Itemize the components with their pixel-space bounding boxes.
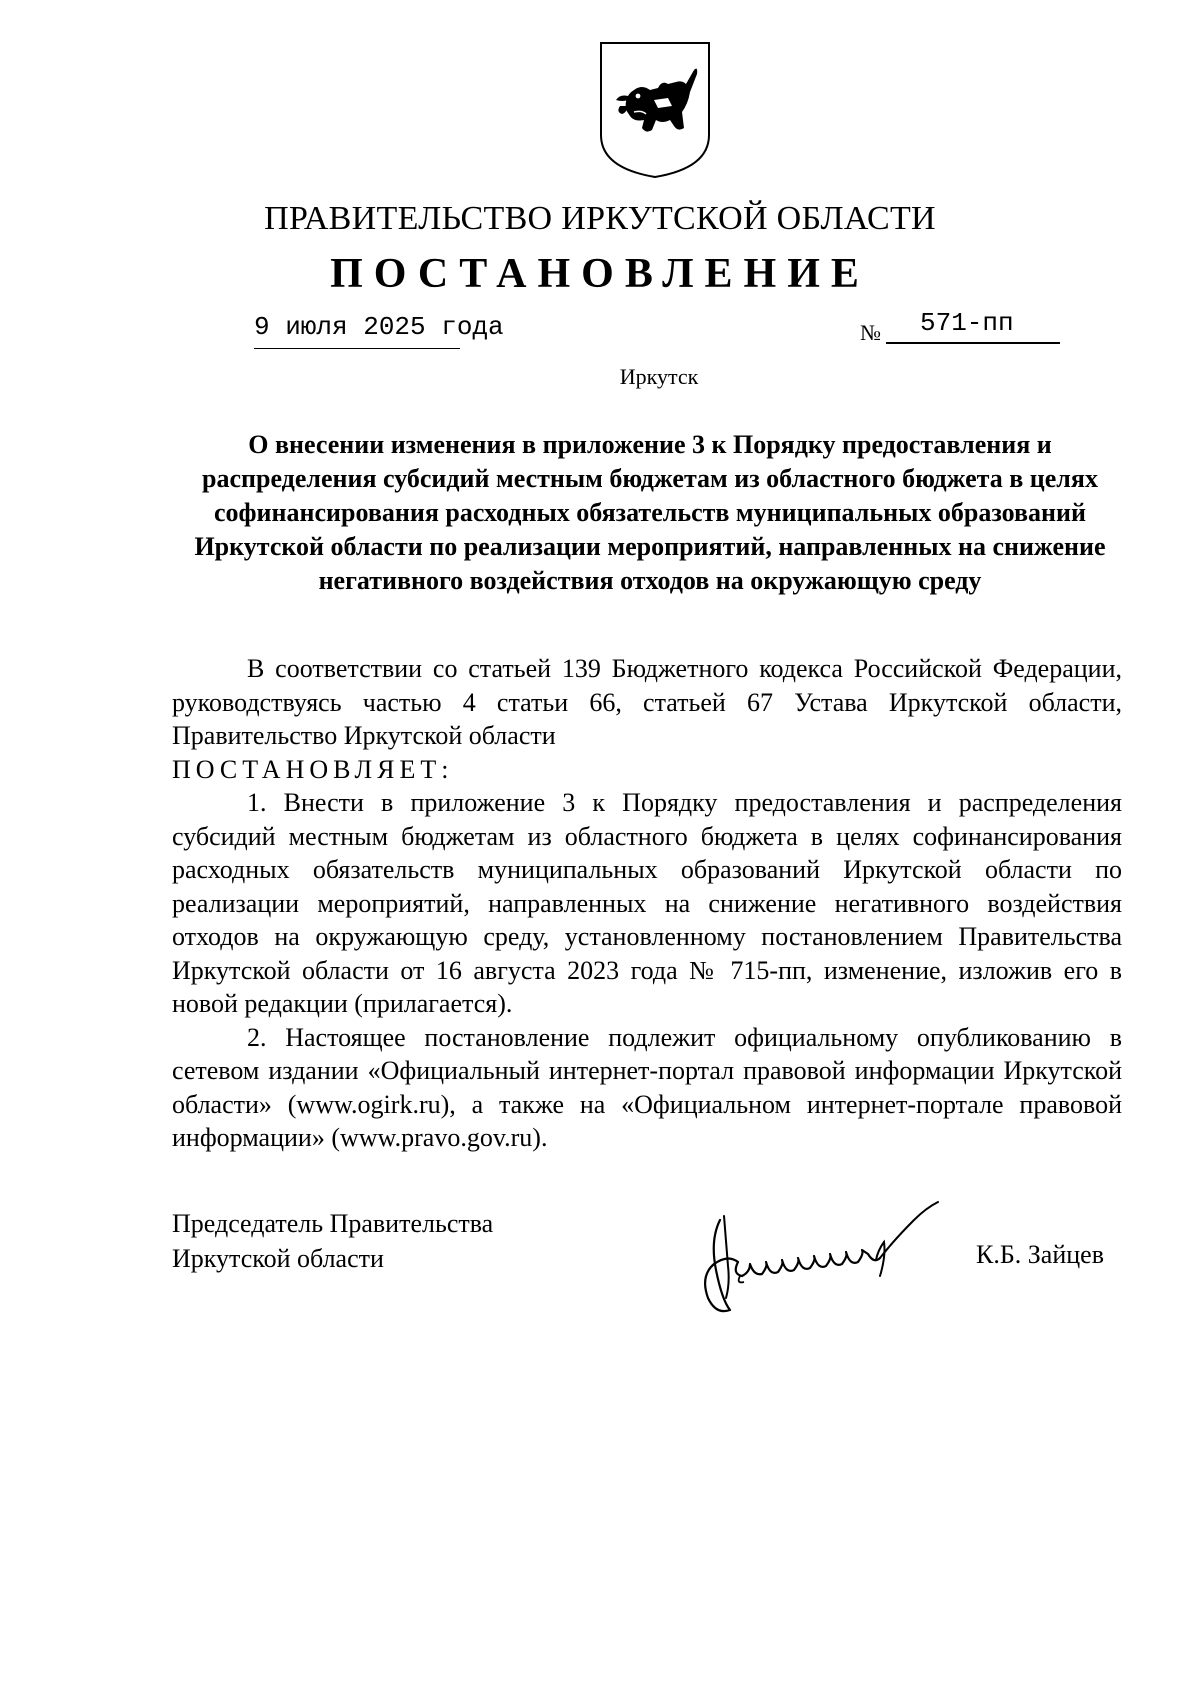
government-title: ПРАВИТЕЛЬСТВО ИРКУТСКОЙ ОБЛАСТИ bbox=[264, 200, 936, 237]
number-underline bbox=[886, 342, 1060, 344]
item-1-paragraph: 1. Внести в приложение 3 к Порядку предоставления и распределения субсидий местным бюджетам из областного бюджета в целях софинансирования расходных обязательств муниципальных образований Иркутской области по реализации мероприятий, направленных на снижение негативного воздействия отходов на окружающую среду, установленному постановлением Правительства Иркутской области от 16 августа 2023 года № 715-пп, изменение, изложив его в новой редакции (прилагается). bbox=[172, 788, 1122, 1018]
coat-of-arms-emblem bbox=[598, 40, 712, 180]
position-line-2: Иркутской области bbox=[172, 1244, 384, 1273]
document-type-title: ПОСТАНОВЛЕНИЕ bbox=[330, 251, 870, 297]
resolves-line: ПОСТАНОВЛЯЕТ: bbox=[172, 754, 454, 784]
date-underline bbox=[254, 348, 460, 349]
document-body bbox=[172, 652, 1122, 1155]
signer-name: К.Б. Зайцев bbox=[976, 1240, 1104, 1269]
document-number: 571-пп bbox=[920, 308, 1014, 338]
item-2-paragraph: 2. Настоящее постановление подлежит официальному опубликованию в сетевом издании «Официальный интернет-портал правовой информации Иркутской области» (www.ogirk.ru), а также на «Официальном интернет-портале правовой информации» (www.pravo.gov.ru). bbox=[172, 1022, 1122, 1152]
city-name: Иркутск bbox=[619, 364, 699, 389]
document-subject: О внесении изменения в приложение 3 к Порядку предоставления и распределения субсидий местным бюджетам из областного бюджета в целях софинансирования расходных обязательств муниципальных образований Иркутской области по реализации мероприятий, направленных на снижение негативного воздействия отходов на окружающую среду bbox=[194, 430, 1106, 595]
position-line-1: Председатель Правительства bbox=[172, 1209, 494, 1238]
signatory-position bbox=[172, 1206, 493, 1276]
document-date: 9 июля 2025 года bbox=[254, 312, 504, 342]
handwritten-signature bbox=[680, 1180, 960, 1330]
preamble-paragraph: В соответствии со статьей 139 Бюджетного кодекса Российской Федерации, руководствуясь частью 4 статьи 66, статьей 67 Устава Иркутской области, Правительство Иркутской области bbox=[172, 654, 1122, 750]
number-sign: № bbox=[860, 320, 881, 345]
